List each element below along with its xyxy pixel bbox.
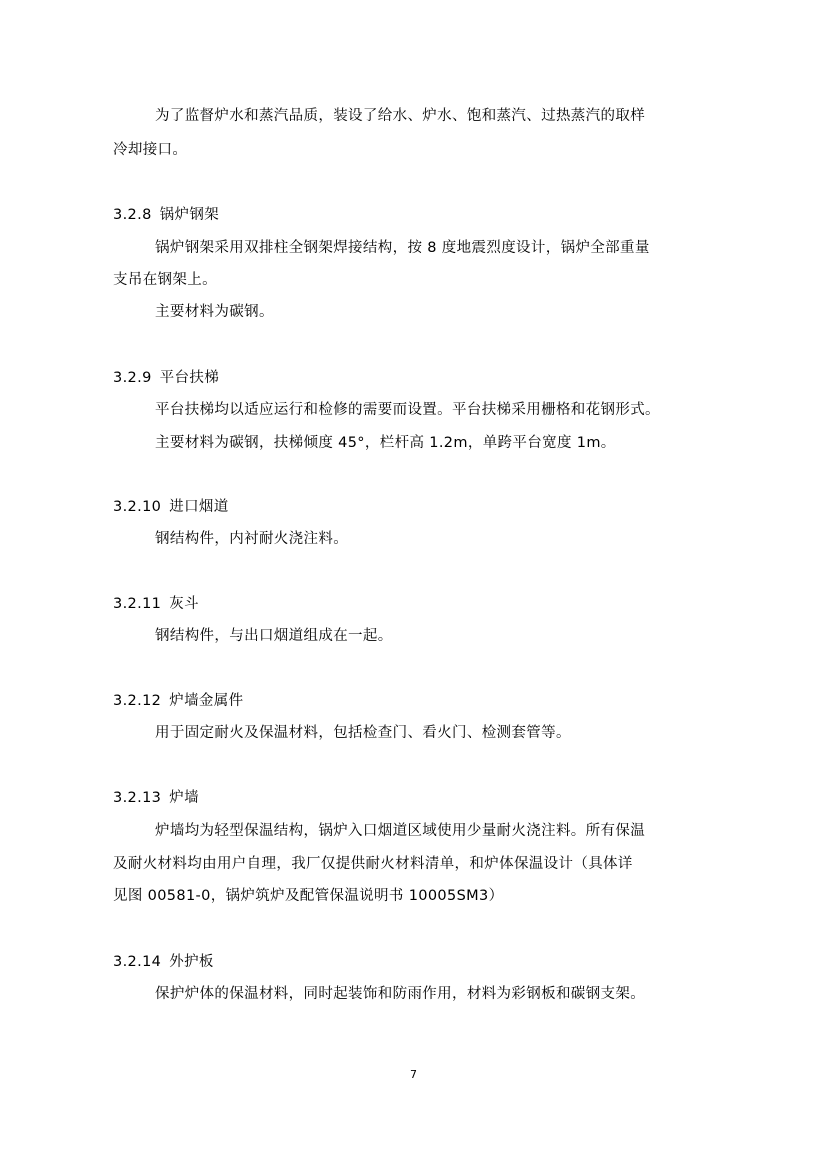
section-number: 3.2.10 [113, 499, 162, 515]
paragraph-line: 见图 00581-0，锅炉筑炉及配管保温说明书 10005SM3） [113, 888, 504, 904]
section-title: 炉墙金属件 [169, 693, 244, 709]
paragraph-line: 钢结构件，内衬耐火浇注料。 [155, 531, 349, 547]
section-heading-3-2-9 [113, 368, 219, 388]
paragraph-line: 主要材料为碳钢，扶梯倾度 45°，栏杆高 1.2m，单跨平台宽度 1m。 [155, 435, 616, 451]
section-title: 锅炉钢架 [159, 207, 220, 223]
paragraph-line: 炉墙均为轻型保温结构，锅炉入口烟道区域使用少量耐火浇注料。所有保温 [155, 823, 646, 839]
paragraph-line: 为了监督炉水和蒸汽品质，装设了给水、炉水、饱和蒸汽、过热蒸汽的取样 [155, 108, 646, 124]
section-heading-3-2-11 [113, 594, 199, 614]
section-number: 3.2.11 [113, 596, 162, 612]
section-number: 3.2.12 [113, 693, 162, 709]
section-number: 3.2.8 [113, 207, 152, 223]
section-title: 灰斗 [169, 596, 199, 612]
section-number: 3.2.9 [113, 370, 152, 386]
section-heading-3-2-12 [113, 691, 243, 711]
section-heading-3-2-14 [113, 952, 214, 972]
section-heading-3-2-10 [113, 497, 229, 517]
section-heading-3-2-8 [113, 205, 219, 225]
paragraph-line: 钢结构件，与出口烟道组成在一起。 [155, 628, 393, 644]
section-number: 3.2.13 [113, 790, 162, 806]
section-title: 平台扶梯 [159, 370, 220, 386]
paragraph-line: 平台扶梯均以适应运行和检修的需要而设置。平台扶梯采用栅格和花钢形式。 [155, 402, 660, 418]
paragraph-line: 及耐火材料均由用户自理，我厂仅提供耐火材料清单，和炉体保温设计（具体详 [113, 856, 633, 872]
paragraph-line: 支吊在钢架上。 [113, 272, 217, 288]
paragraph-line: 保护炉体的保温材料，同时起装饰和防雨作用，材料为彩钢板和碳钢支架。 [155, 986, 646, 1002]
section-title: 外护板 [169, 954, 214, 970]
section-heading-3-2-13 [113, 788, 199, 808]
paragraph-line: 主要材料为碳钢。 [155, 304, 274, 320]
page-number: 7 [410, 1068, 417, 1081]
paragraph-line: 用于固定耐火及保温材料，包括检查门、看火门、检测套管等。 [155, 725, 571, 741]
paragraph-line: 锅炉钢架采用双排柱全钢架焊接结构，按 8 度地震烈度设计，锅炉全部重量 [155, 240, 650, 256]
section-number: 3.2.14 [113, 954, 162, 970]
paragraph-line: 冷却接口。 [113, 142, 188, 158]
section-title: 炉墙 [169, 790, 199, 806]
section-title: 进口烟道 [169, 499, 229, 515]
